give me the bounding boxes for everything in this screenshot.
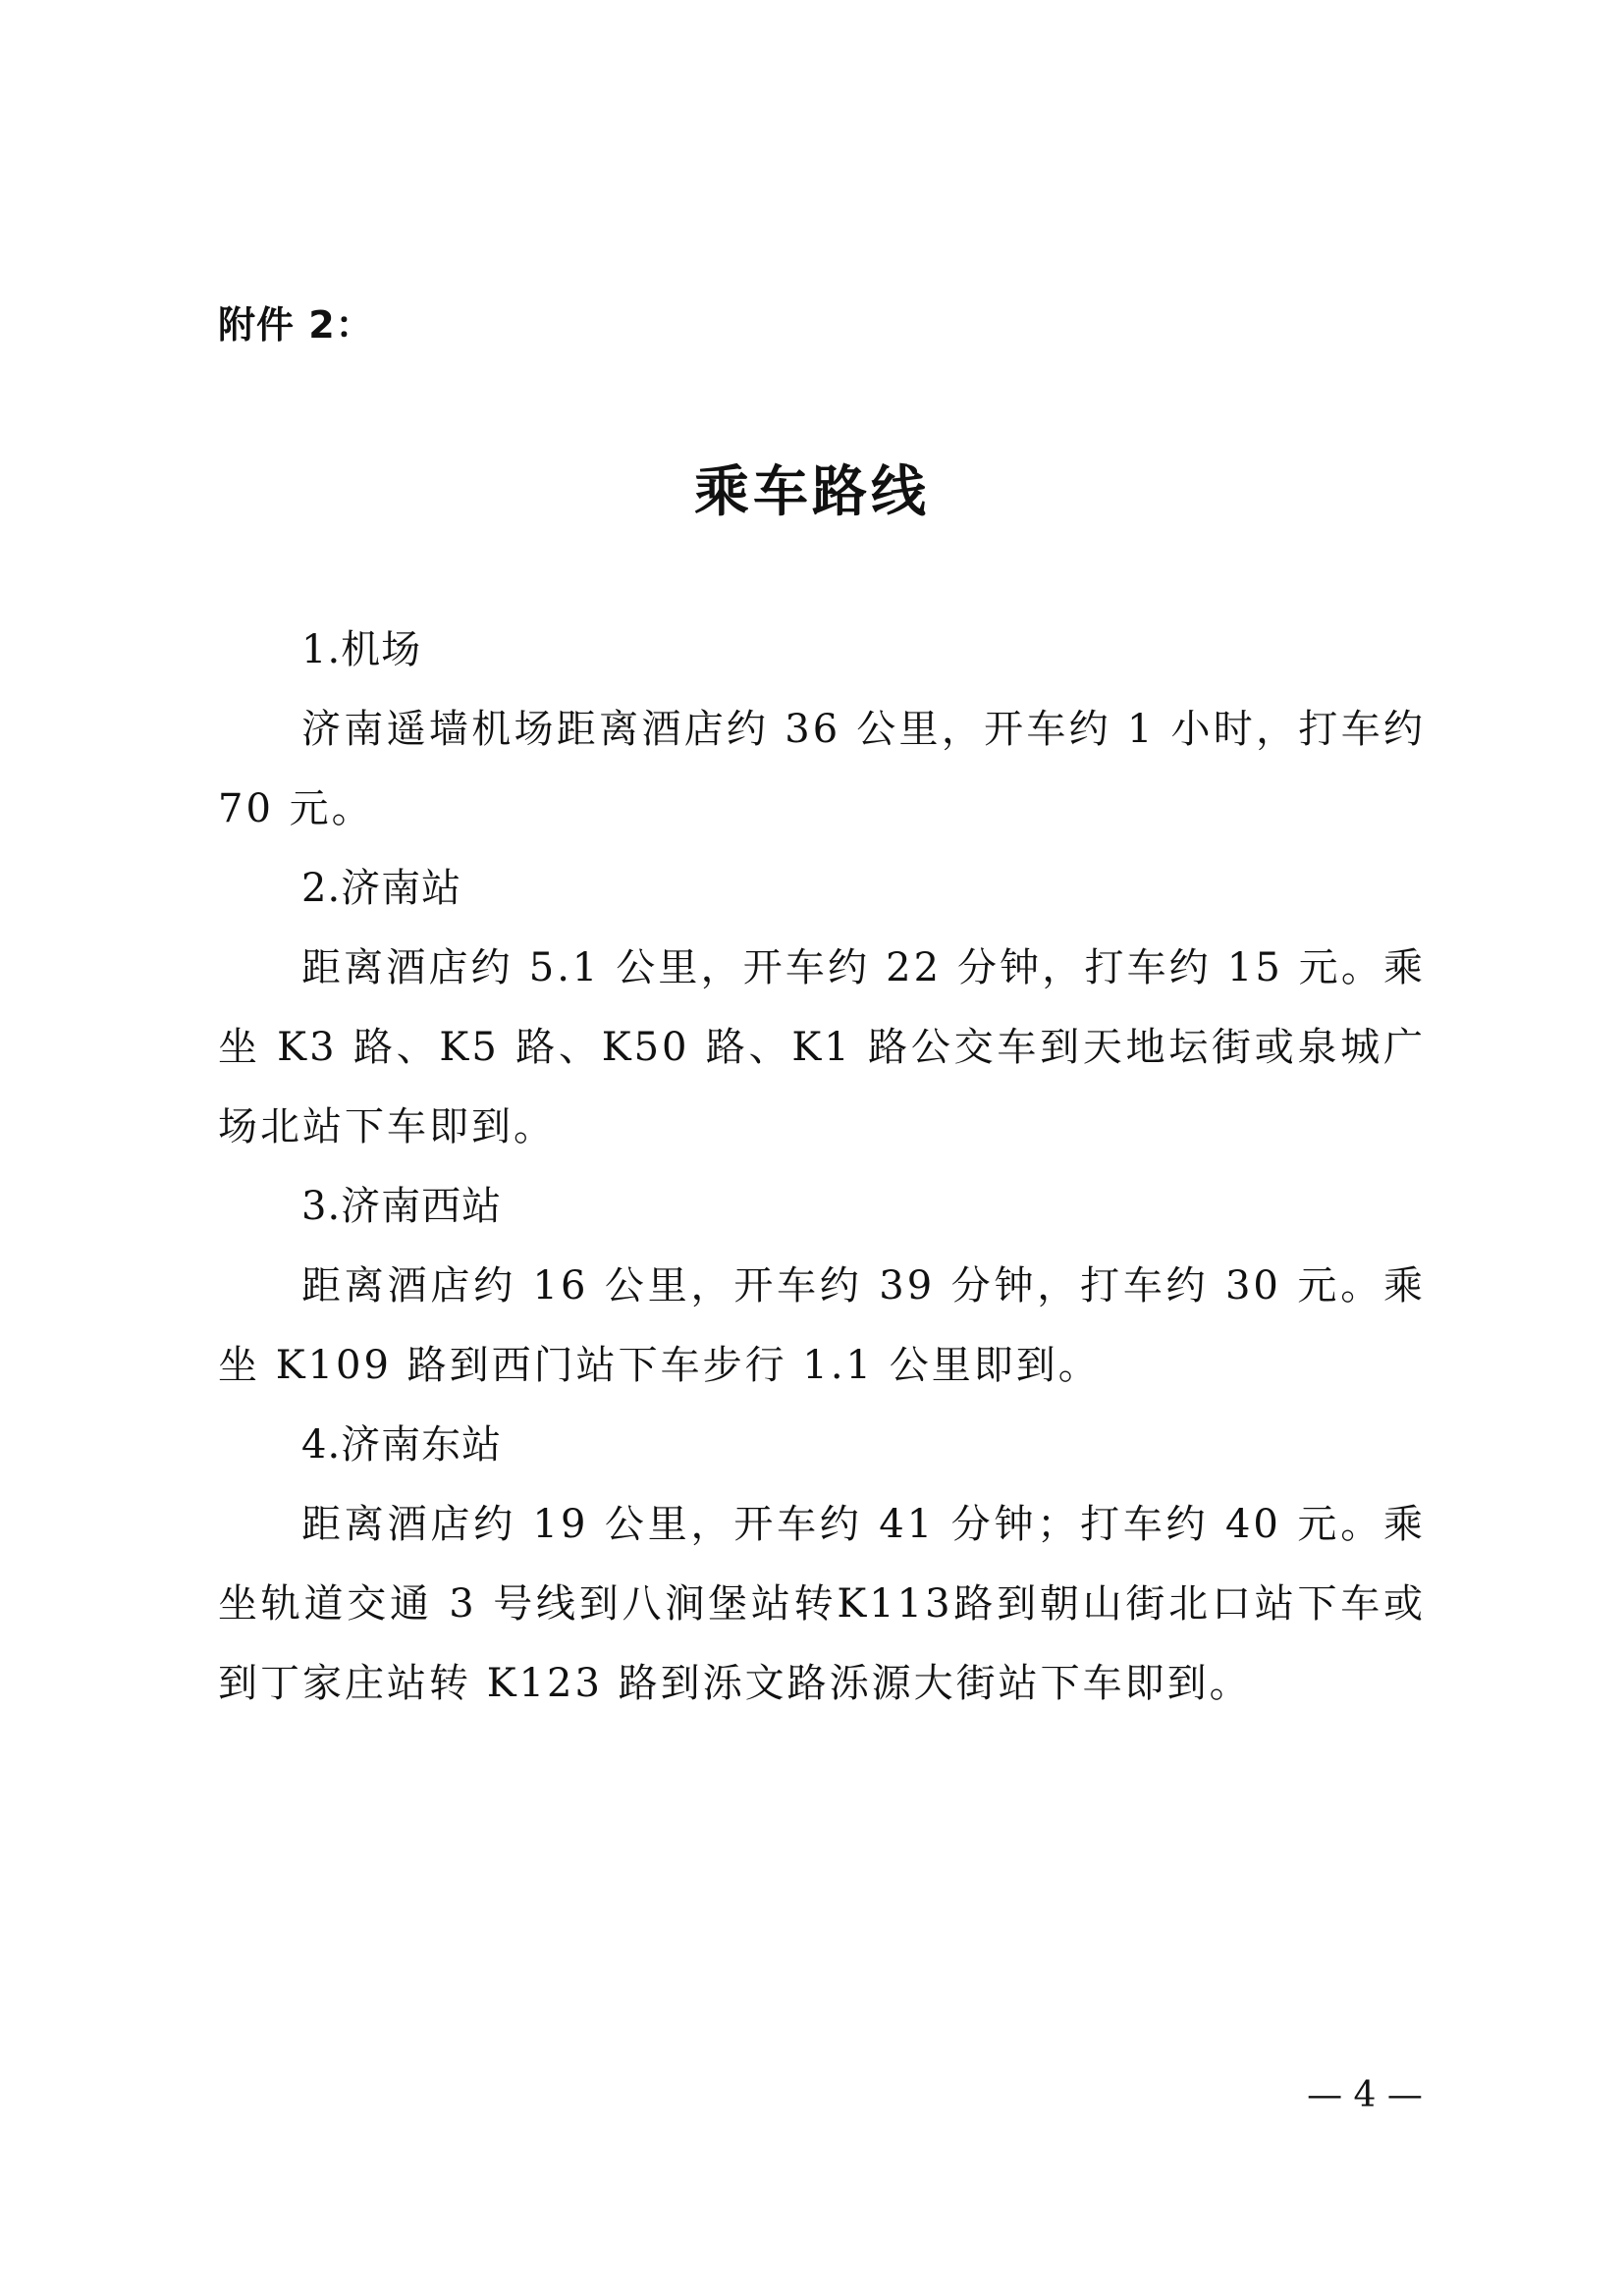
- section-text-jinan-west-station: 距离酒店约 16 公里，开车约 39 分钟，打车约 30 元。乘坐 K109 路到西门站下车步行 1.1 公里即到。: [218, 1263, 1426, 1388]
- route-list: [218, 611, 1426, 1724]
- attachment-label: 附件 2：: [218, 303, 374, 347]
- section-heading-jinan-station: 2.济南站: [301, 866, 462, 911]
- page-title: 乘车路线: [694, 460, 930, 524]
- section-text-jinan-east-station: 距离酒店约 19 公里，开车约 41 分钟；打车约 40 元。乘坐轨道交通 3 号线到八涧堡站转K113路到朝山街北口站下车或到丁家庄站转 K123 路到泺文路泺源大街站下车即到。: [218, 1502, 1426, 1706]
- page-number: — 4 —: [1307, 2075, 1423, 2115]
- section-heading-airport: 1.机场: [301, 627, 422, 672]
- section-text-jinan-station: 距离酒店约 5.1 公里，开车约 22 分钟，打车约 15 元。乘坐 K3 路、K5 路、K50 路、K1 路公交车到天地坛街或泉城广场北站下车即到。: [218, 945, 1426, 1149]
- section-text-airport: 济南遥墙机场距离酒店约 36 公里，开车约 1 小时，打车约 70 元。: [218, 707, 1426, 831]
- section-heading-jinan-west-station: 3.济南西站: [301, 1184, 503, 1229]
- section-heading-jinan-east-station: 4.济南东站: [301, 1422, 503, 1468]
